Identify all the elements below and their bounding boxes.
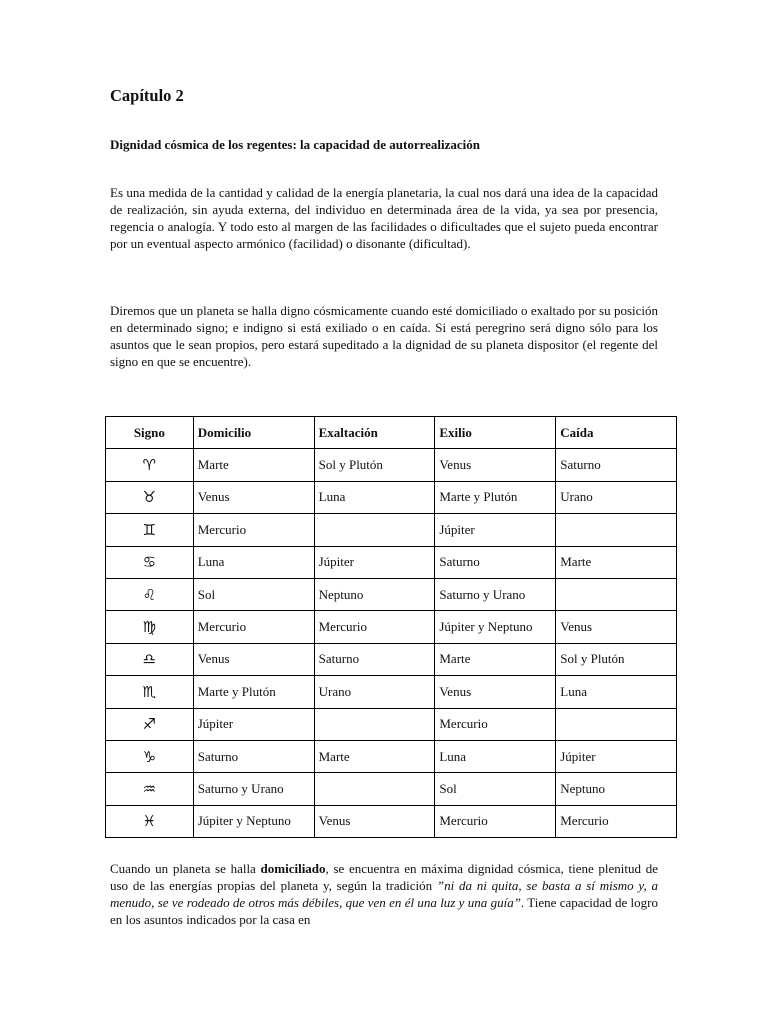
cell-exilio: Saturno y Urano bbox=[435, 578, 556, 610]
table-row bbox=[106, 740, 677, 772]
chapter-title: Capítulo 2 bbox=[110, 86, 184, 105]
table-row bbox=[106, 805, 677, 837]
term-domiciliado: domiciliado bbox=[260, 861, 326, 876]
virgo-icon: ♍ bbox=[106, 611, 194, 643]
gemini-icon: ♊ bbox=[106, 514, 194, 546]
cell-caida: Venus bbox=[556, 611, 677, 643]
table-row bbox=[106, 481, 677, 513]
header-signo: Signo bbox=[106, 417, 194, 449]
cell-domicilio: Mercurio bbox=[193, 611, 314, 643]
cell-domicilio: Luna bbox=[193, 546, 314, 578]
cell-exaltacion: Venus bbox=[314, 805, 435, 837]
cell-exaltacion bbox=[314, 708, 435, 740]
cell-exilio: Venus bbox=[435, 676, 556, 708]
libra-icon: ♎ bbox=[106, 643, 194, 675]
header-domicilio: Domicilio bbox=[193, 417, 314, 449]
paragraph-text: , se encuentra en máxima dignidad cósmica, tiene plenitud de uso de las energías propias del planeta y, según la tradición bbox=[110, 861, 658, 893]
cell-caida: Luna bbox=[556, 676, 677, 708]
paragraph-text: . Tiene capacidad de logro en los asuntos indicados por la casa en bbox=[110, 895, 658, 927]
aquarius-icon: ♒ bbox=[106, 773, 194, 805]
dignity-table bbox=[105, 416, 677, 838]
table-row bbox=[106, 708, 677, 740]
header-exaltacion: Exaltación bbox=[314, 417, 435, 449]
cell-exilio: Luna bbox=[435, 740, 556, 772]
cell-domicilio: Júpiter bbox=[193, 708, 314, 740]
cell-exaltacion: Mercurio bbox=[314, 611, 435, 643]
paragraph-domiciliado bbox=[110, 860, 658, 928]
cell-exilio: Mercurio bbox=[435, 805, 556, 837]
cell-exaltacion: Marte bbox=[314, 740, 435, 772]
table-row bbox=[106, 449, 677, 481]
table-header-row bbox=[106, 417, 677, 449]
cell-caida: Neptuno bbox=[556, 773, 677, 805]
cell-exaltacion: Júpiter bbox=[314, 546, 435, 578]
table-row bbox=[106, 676, 677, 708]
cell-exilio: Mercurio bbox=[435, 708, 556, 740]
paragraph-dignity: Diremos que un planeta se halla digno cósmicamente cuando esté domiciliado o exaltado por su posición en determinado signo; e indigno si está exiliado o en caída. Si está peregrino será digno sólo para los asuntos que le sean propios, pero estará supeditado a la dignidad de su planeta dispositor (el regente del signo en que se encuentre). bbox=[110, 303, 658, 369]
table-row bbox=[106, 546, 677, 578]
cell-exilio: Júpiter bbox=[435, 514, 556, 546]
cell-domicilio: Saturno bbox=[193, 740, 314, 772]
cell-domicilio: Júpiter y Neptuno bbox=[193, 805, 314, 837]
cell-caida: Saturno bbox=[556, 449, 677, 481]
cell-exilio: Venus bbox=[435, 449, 556, 481]
cell-domicilio: Sol bbox=[193, 578, 314, 610]
cell-domicilio: Saturno y Urano bbox=[193, 773, 314, 805]
cell-caida: Sol y Plutón bbox=[556, 643, 677, 675]
cell-exilio: Marte y Plutón bbox=[435, 481, 556, 513]
cell-caida: Marte bbox=[556, 546, 677, 578]
cell-domicilio: Venus bbox=[193, 643, 314, 675]
table-row bbox=[106, 578, 677, 610]
section-title: Dignidad cósmica de los regentes: la capacidad de autorrealización bbox=[110, 137, 480, 152]
table-row bbox=[106, 773, 677, 805]
cell-caida: Mercurio bbox=[556, 805, 677, 837]
header-exilio: Exilio bbox=[435, 417, 556, 449]
cell-domicilio: Marte y Plutón bbox=[193, 676, 314, 708]
cell-caida: Júpiter bbox=[556, 740, 677, 772]
pisces-icon: ♓ bbox=[106, 805, 194, 837]
cell-exaltacion bbox=[314, 514, 435, 546]
taurus-icon: ♉ bbox=[106, 481, 194, 513]
cell-caida: Urano bbox=[556, 481, 677, 513]
cell-caida bbox=[556, 708, 677, 740]
leo-icon: ♌ bbox=[106, 578, 194, 610]
cell-exaltacion: Urano bbox=[314, 676, 435, 708]
paragraph-text: Cuando un planeta se halla bbox=[110, 861, 261, 876]
cell-exaltacion: Neptuno bbox=[314, 578, 435, 610]
cell-domicilio: Venus bbox=[193, 481, 314, 513]
scorpio-icon: ♏ bbox=[106, 676, 194, 708]
cell-exilio: Marte bbox=[435, 643, 556, 675]
paragraph-intro: Es una medida de la cantidad y calidad de la energía planetaria, la cual nos dará una idea de la capacidad de realización, sin ayuda externa, del individuo en determinada área de la vida, ya sea por presencia, regencia o analogía. Y todo esto al margen de las facilidades o dificultades que el sujeto pueda encontrar por un eventual aspecto armónico (facilidad) o disonante (dificultad). bbox=[110, 185, 658, 251]
tradition-quote: ”ni da ni quita, se basta a sí mismo y, a menudo, se ve rodeado de otros más débiles, que ven en él una luz y una guía” bbox=[110, 878, 658, 910]
cancer-icon: ♋ bbox=[106, 546, 194, 578]
cell-caida bbox=[556, 578, 677, 610]
cell-exilio: Saturno bbox=[435, 546, 556, 578]
cell-caida bbox=[556, 514, 677, 546]
cell-exilio: Júpiter y Neptuno bbox=[435, 611, 556, 643]
cell-domicilio: Mercurio bbox=[193, 514, 314, 546]
cell-exaltacion bbox=[314, 773, 435, 805]
table-row bbox=[106, 611, 677, 643]
cell-exaltacion: Saturno bbox=[314, 643, 435, 675]
cell-exaltacion: Luna bbox=[314, 481, 435, 513]
header-caida: Caída bbox=[556, 417, 677, 449]
capricorn-icon: ♑ bbox=[106, 740, 194, 772]
sagittarius-icon: ♐ bbox=[106, 708, 194, 740]
cell-exilio: Sol bbox=[435, 773, 556, 805]
aries-icon: ♈ bbox=[106, 449, 194, 481]
table-row bbox=[106, 643, 677, 675]
table-row bbox=[106, 514, 677, 546]
cell-domicilio: Marte bbox=[193, 449, 314, 481]
cell-exaltacion: Sol y Plutón bbox=[314, 449, 435, 481]
